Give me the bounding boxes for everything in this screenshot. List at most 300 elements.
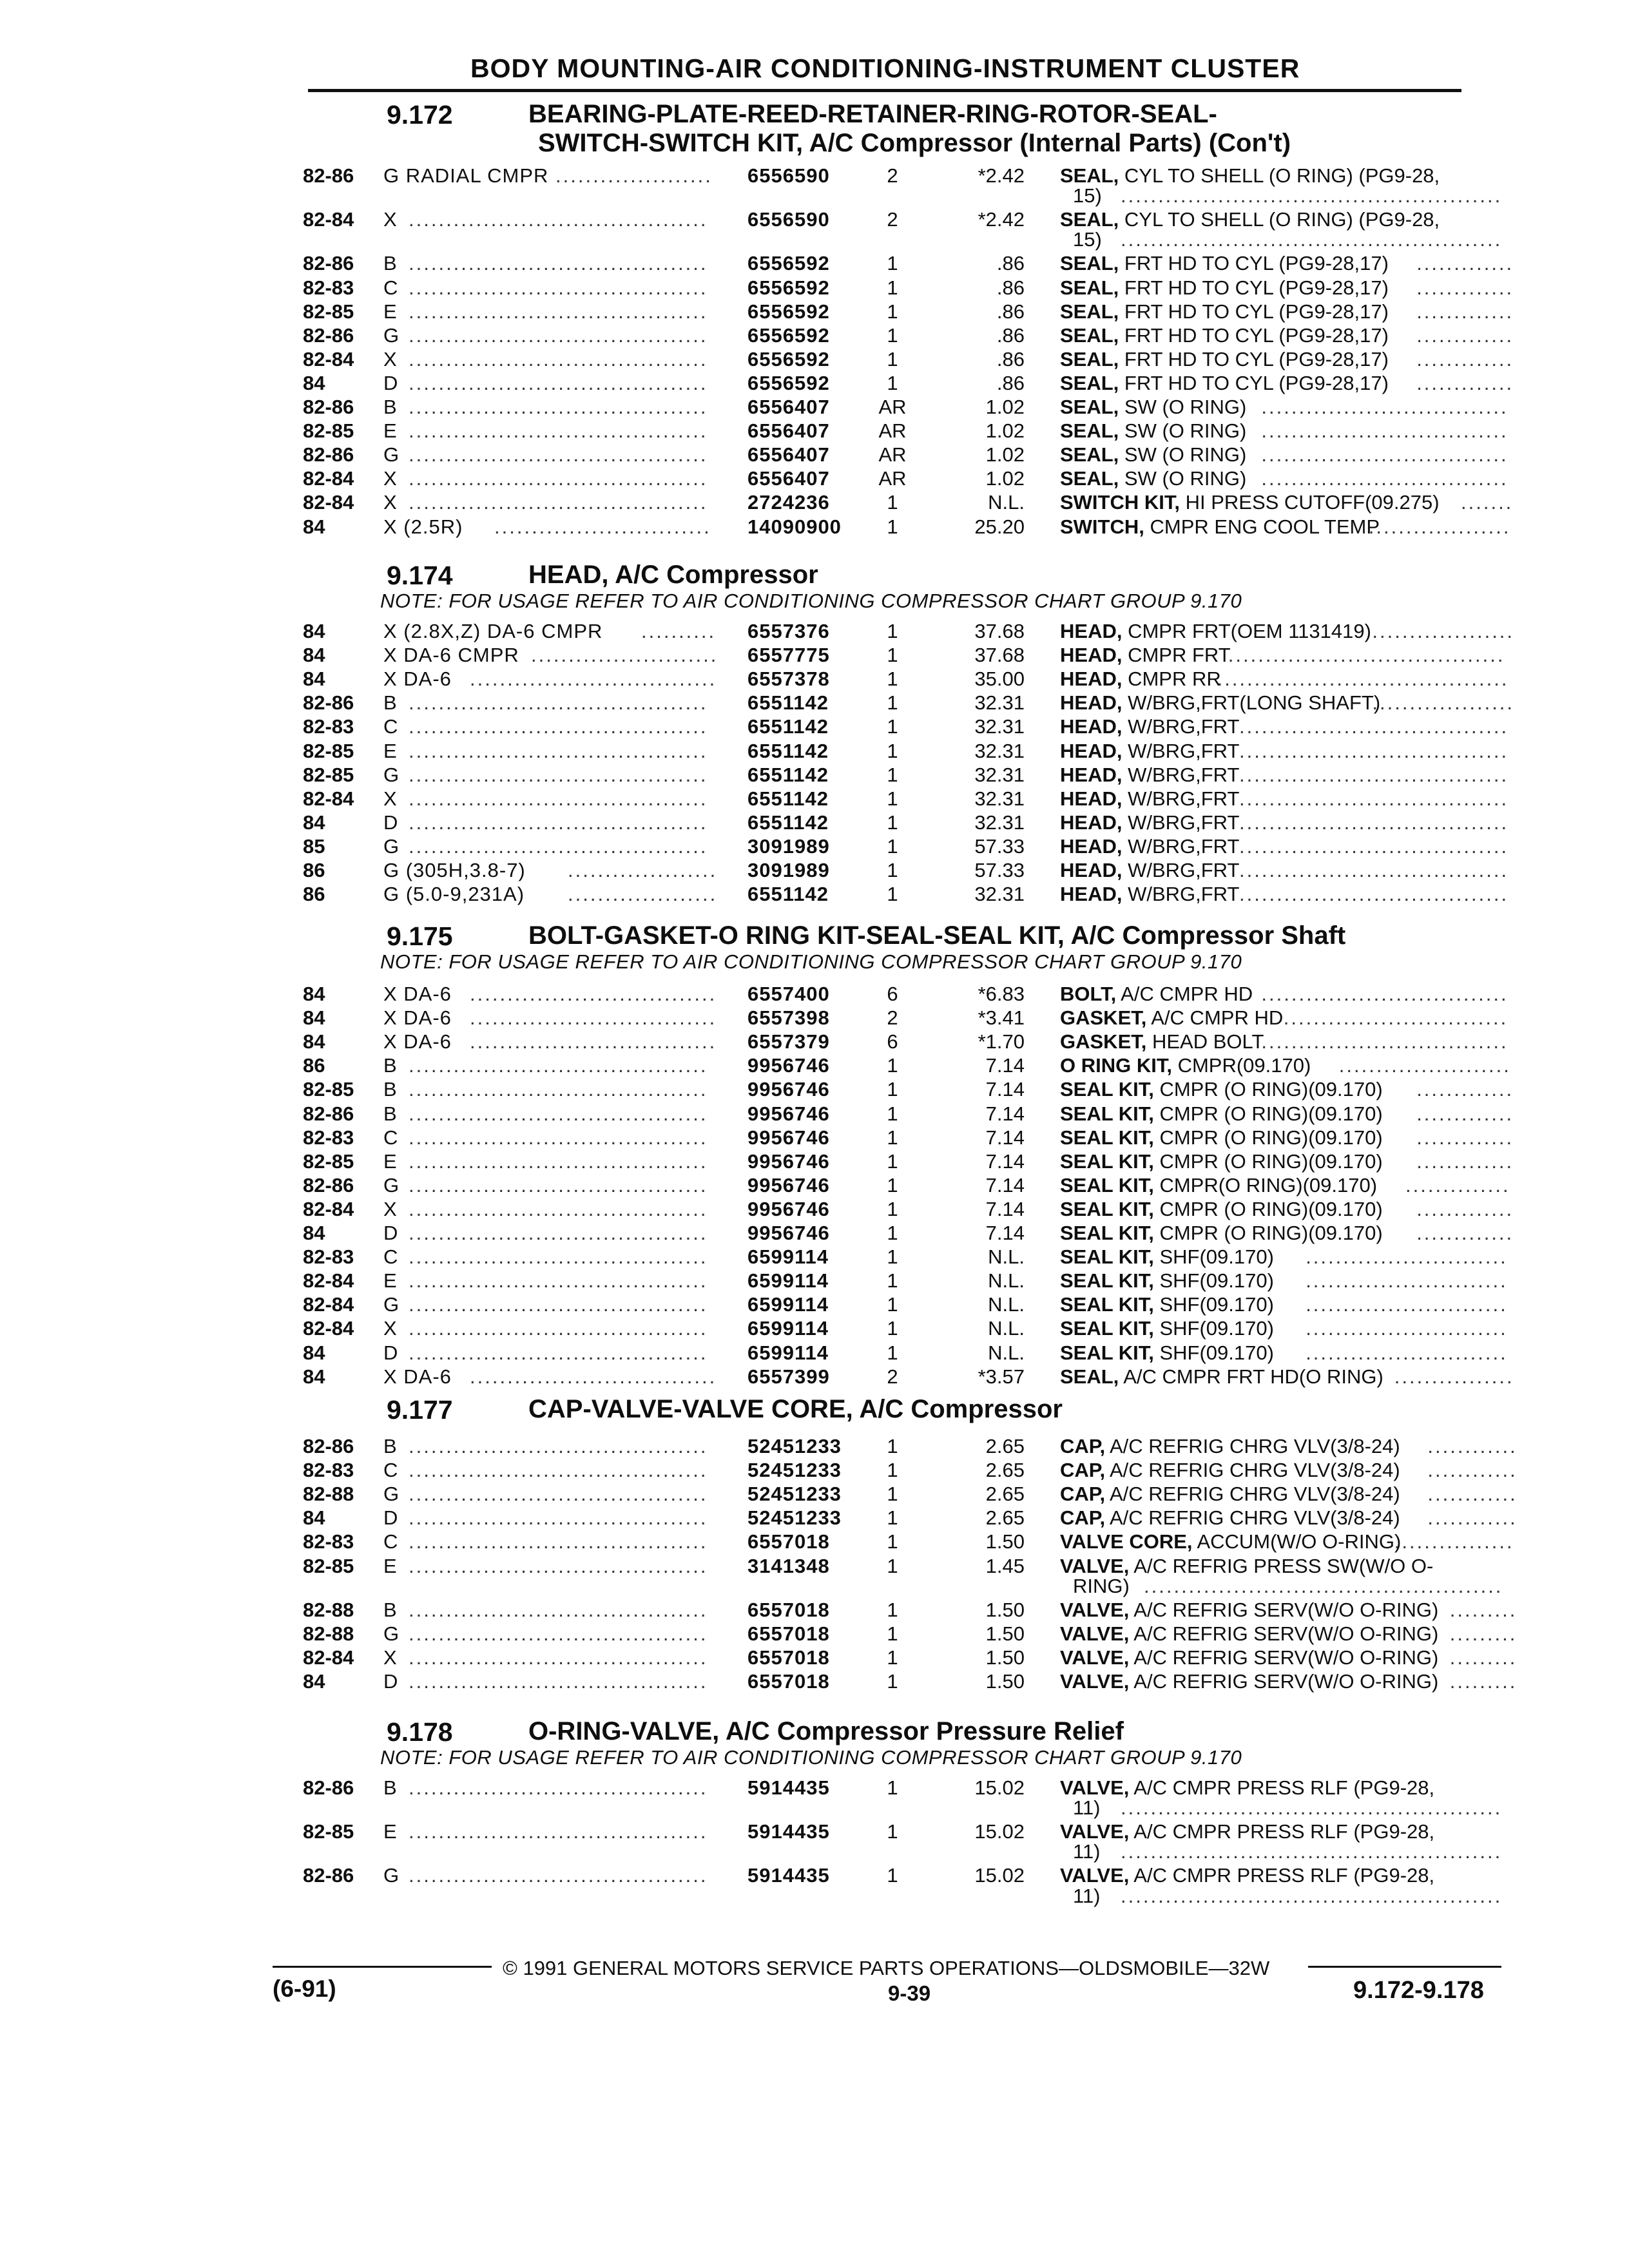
row-part-number: 6599114 — [747, 1245, 829, 1269]
row-description-text: CMPR RR — [1122, 668, 1221, 691]
row-description — [1060, 324, 1389, 347]
row-years: 82-86 — [303, 164, 354, 187]
row-price: 7.14 — [985, 1078, 1025, 1101]
row-quantity: 1 — [887, 1483, 898, 1506]
row-leader-dots: ......... — [1449, 1622, 1518, 1645]
row-description-noun: SEAL, — [1060, 396, 1119, 418]
row-application-code: E — [383, 419, 398, 443]
row-leader-dots: ......... — [1449, 1670, 1518, 1693]
row-years: 82-85 — [303, 419, 354, 443]
row-leader-dots: .................................... — [1239, 763, 1509, 786]
row-quantity: 1 — [887, 1341, 898, 1364]
row-part-number: 6557398 — [747, 1006, 830, 1030]
parts-row — [0, 1293, 1629, 1319]
row-quantity: 1 — [887, 1126, 898, 1149]
row-quantity: 1 — [887, 1149, 898, 1173]
row-price: 15.02 — [974, 1864, 1025, 1887]
parts-row-continuation — [0, 228, 1629, 254]
row-application-code: B — [383, 396, 398, 418]
row-leader-dots: ........................................ — [409, 1776, 708, 1799]
row-application-code: X — [383, 787, 398, 810]
row-quantity: 1 — [887, 715, 898, 738]
row-leader-dots: ........................... — [1306, 1293, 1508, 1316]
row-leader-dots: ............. — [1416, 252, 1514, 275]
row-part-number: 52451233 — [747, 1506, 842, 1530]
row-years: 84 — [303, 1222, 325, 1244]
row-leader-dots: ........................................ — [409, 691, 708, 715]
row-years: 84 — [303, 1030, 325, 1053]
row-description-text: ACCUM(W/O O-RING) — [1192, 1530, 1402, 1553]
row-part-number: 6557376 — [747, 620, 830, 642]
row-leader-dots: ................................. — [470, 1030, 717, 1053]
row-quantity: 1 — [887, 1222, 898, 1244]
row-part-number: 5914435 — [747, 1776, 830, 1799]
row-application-code: G RADIAL CMPR — [383, 164, 549, 187]
row-leader-dots: ............................. — [494, 515, 711, 538]
row-quantity: 1 — [887, 1622, 898, 1645]
row-description-noun: SEAL KIT, — [1060, 1293, 1154, 1316]
row-price: .86 — [996, 252, 1025, 275]
row-leader-dots: ........................... — [1306, 1245, 1508, 1269]
page-header-title: BODY MOUNTING-AIR CONDITIONING-INSTRUMENT CLUSTER — [470, 53, 1300, 83]
row-quantity: 6 — [887, 1030, 898, 1053]
row-application-code: G — [383, 443, 400, 466]
row-part-number: 6551142 — [747, 691, 829, 715]
row-description-continuation: RING) — [1073, 1574, 1130, 1597]
parts-row — [0, 1030, 1629, 1056]
row-description-noun: VALVE, — [1060, 1864, 1130, 1887]
row-description-text: CMPR FRT(OEM 1131419) — [1122, 620, 1371, 642]
row-part-number: 6551142 — [747, 739, 829, 762]
section-note: NOTE: FOR USAGE REFER TO AIR CONDITIONING COMPRESSOR CHART GROUP 9.170 — [380, 950, 1242, 973]
row-application-code: E — [383, 1820, 398, 1843]
row-description-noun: SEAL KIT, — [1060, 1102, 1154, 1125]
row-description — [1060, 1222, 1383, 1245]
row-price: 1.50 — [985, 1598, 1025, 1621]
row-years: 82-88 — [303, 1622, 354, 1645]
row-application-code: D — [383, 811, 399, 834]
row-description-noun: SEAL, — [1060, 419, 1119, 443]
row-quantity: 1 — [887, 739, 898, 762]
row-description-text: A/C REFRIG CHRG VLV(3/8-24) — [1105, 1506, 1400, 1530]
row-years: 84 — [303, 644, 325, 667]
parts-row — [0, 1435, 1629, 1461]
parts-row — [0, 443, 1629, 469]
row-price: 1.45 — [985, 1554, 1025, 1577]
row-leader-dots: ........................... — [1306, 1341, 1508, 1364]
row-part-number: 6556592 — [747, 371, 830, 394]
row-description-noun: VALVE, — [1060, 1554, 1130, 1577]
row-quantity: 1 — [887, 276, 898, 299]
row-description-noun: SEAL KIT, — [1060, 1149, 1154, 1173]
row-leader-dots: ........................................ — [409, 1222, 708, 1244]
row-price: 7.14 — [985, 1173, 1025, 1196]
row-part-number: 6599114 — [747, 1269, 829, 1293]
row-application-code: D — [383, 1222, 399, 1244]
row-leader-dots: .................................... — [1239, 859, 1509, 881]
row-application-code: B — [383, 252, 398, 275]
row-description-noun: HEAD, — [1060, 787, 1123, 810]
row-price: 25.20 — [974, 515, 1025, 538]
row-leader-dots: ................................. — [1261, 467, 1509, 490]
row-description-text: W/BRG,FRT — [1122, 859, 1240, 881]
row-application-code: X — [383, 208, 398, 231]
row-part-number: 6557018 — [747, 1646, 830, 1669]
row-description — [1060, 1506, 1400, 1530]
row-part-number: 6599114 — [747, 1317, 829, 1340]
parts-row — [0, 1646, 1629, 1672]
row-description-noun: HEAD, — [1060, 859, 1123, 881]
row-description — [1060, 644, 1231, 667]
row-description-text: FRT HD TO CYL (PG9-28,17) — [1119, 323, 1389, 347]
row-leader-dots: ........................................ — [409, 1622, 708, 1645]
section-number: 9.175 — [387, 921, 453, 951]
parts-row — [0, 1459, 1629, 1485]
row-quantity: 1 — [887, 347, 898, 370]
row-leader-dots: ........................................ — [409, 1269, 708, 1293]
parts-row — [0, 1198, 1629, 1224]
row-description-text: SHF(09.170) — [1153, 1341, 1274, 1364]
row-quantity: 1 — [887, 834, 898, 858]
row-description-text: CMPR ENG COOL TEMP — [1144, 515, 1380, 538]
row-part-number: 6556592 — [747, 276, 830, 299]
parts-row — [0, 348, 1629, 374]
parts-row — [0, 252, 1629, 278]
row-leader-dots: ................... — [1372, 620, 1515, 642]
row-quantity: 1 — [887, 644, 898, 667]
row-price: 1.50 — [985, 1646, 1025, 1669]
row-leader-dots: ................... — [1372, 691, 1515, 715]
row-application-code: G — [383, 1864, 400, 1887]
row-years: 84 — [303, 811, 325, 834]
row-price: N.L. — [988, 1341, 1025, 1364]
row-description — [1060, 1341, 1274, 1365]
row-years: 82-86 — [303, 252, 354, 275]
row-quantity: 1 — [887, 371, 898, 394]
row-description — [1060, 1670, 1438, 1693]
row-description-noun: GASKET, — [1060, 1006, 1147, 1030]
row-leader-dots: ........................................ — [409, 276, 708, 299]
parts-row — [0, 419, 1629, 445]
row-part-number: 9956746 — [747, 1054, 830, 1077]
row-description — [1060, 1459, 1400, 1482]
row-years: 84 — [303, 983, 325, 1005]
row-description-text: W/BRG,FRT — [1122, 834, 1240, 858]
row-years: 82-84 — [303, 1646, 354, 1669]
row-quantity: 1 — [887, 1173, 898, 1196]
row-years: 82-88 — [303, 1483, 354, 1506]
row-part-number: 6556592 — [747, 300, 830, 323]
row-years: 82-83 — [303, 1245, 354, 1269]
row-application-code: E — [383, 1149, 398, 1173]
row-quantity: 1 — [887, 668, 898, 691]
row-leader-dots: ................................................ — [1144, 1574, 1503, 1597]
row-leader-dots: ................................. — [1261, 983, 1509, 1005]
row-price: *3.41 — [978, 1006, 1025, 1030]
row-description — [1060, 419, 1246, 443]
parts-row — [0, 515, 1629, 541]
row-leader-dots: ............. — [1416, 347, 1514, 370]
row-part-number: 9956746 — [747, 1078, 830, 1101]
row-description-noun: SWITCH KIT, — [1060, 491, 1180, 514]
row-years: 82-86 — [303, 443, 354, 466]
row-description-text: CMPR(O RING)(09.170) — [1153, 1173, 1378, 1196]
row-description — [1060, 1646, 1438, 1669]
row-price: 1.02 — [985, 396, 1025, 418]
row-part-number: 9956746 — [747, 1126, 830, 1149]
row-leader-dots: ..................................... — [1228, 644, 1505, 667]
row-description-text: FRT HD TO CYL (PG9-28,17) — [1119, 276, 1389, 299]
row-description — [1060, 740, 1239, 763]
row-quantity: 2 — [887, 164, 898, 187]
row-description — [1060, 348, 1389, 371]
row-part-number: 6557399 — [747, 1365, 830, 1388]
row-description — [1060, 396, 1246, 419]
row-part-number: 6551142 — [747, 715, 829, 738]
row-description-noun: SEAL, — [1060, 164, 1119, 187]
row-price: 1.50 — [985, 1622, 1025, 1645]
row-leader-dots: ................................. — [470, 1365, 717, 1388]
parts-row — [0, 1506, 1629, 1532]
row-quantity: 1 — [887, 515, 898, 538]
row-part-number: 9956746 — [747, 1102, 830, 1125]
section-number: 9.174 — [387, 561, 453, 590]
row-quantity: 1 — [887, 252, 898, 275]
row-description-noun: SEAL KIT, — [1060, 1078, 1154, 1101]
parts-row — [0, 620, 1629, 646]
row-description-text: SW (O RING) — [1119, 467, 1247, 490]
row-description — [1060, 715, 1239, 738]
row-leader-dots: .............................. — [1283, 1006, 1509, 1030]
row-application-code: E — [383, 1554, 398, 1577]
row-part-number: 6557018 — [747, 1622, 830, 1645]
row-years: 82-84 — [303, 1293, 354, 1316]
row-price: 37.68 — [974, 620, 1025, 642]
parts-row — [0, 983, 1629, 1008]
row-years: 82-83 — [303, 1126, 354, 1149]
row-leader-dots: ............ — [1427, 1435, 1518, 1457]
row-description — [1060, 835, 1239, 858]
parts-row — [0, 1599, 1629, 1624]
row-part-number: 6556592 — [747, 323, 830, 347]
row-price: .86 — [996, 300, 1025, 323]
row-leader-dots: ............. — [1416, 1078, 1514, 1101]
parts-row — [0, 1078, 1629, 1104]
section-title: BEARING-PLATE-REED-RETAINER-RING-ROTOR-SEAL- — [528, 100, 1217, 128]
row-leader-dots: ........................................ — [409, 323, 708, 347]
row-application-code: G — [383, 1173, 400, 1196]
row-description-text: CMPR(09.170) — [1171, 1054, 1311, 1077]
row-application-code: C — [383, 276, 399, 299]
row-leader-dots: ................................. — [470, 668, 717, 691]
section-number: 9.172 — [387, 100, 453, 130]
row-part-number: 6556407 — [747, 443, 830, 466]
row-leader-dots: .................................... — [1239, 787, 1509, 810]
row-price: .86 — [996, 323, 1025, 347]
section-number: 9.178 — [387, 1717, 453, 1747]
row-description-text: SHF(09.170) — [1153, 1293, 1274, 1316]
row-leader-dots: ........................................ — [409, 396, 708, 418]
row-years: 82-85 — [303, 300, 354, 323]
row-years: 82-84 — [303, 787, 354, 810]
row-description-text: CMPR (O RING)(09.170) — [1153, 1222, 1383, 1244]
row-leader-dots: ......... — [1449, 1598, 1518, 1621]
row-description-noun: VALVE, — [1060, 1776, 1130, 1799]
row-leader-dots: ............. — [1416, 371, 1514, 394]
row-price: .86 — [996, 371, 1025, 394]
row-description — [1060, 620, 1371, 643]
row-years: 82-85 — [303, 739, 354, 762]
row-description — [1060, 1030, 1264, 1053]
row-description-text: SW (O RING) — [1119, 419, 1247, 443]
row-quantity: 1 — [887, 1435, 898, 1457]
row-leader-dots: ............. — [1416, 1149, 1514, 1173]
row-application-code: E — [383, 739, 398, 762]
row-years: 82-85 — [303, 1149, 354, 1173]
row-description-noun: BOLT, — [1060, 983, 1117, 1005]
row-quantity: 1 — [887, 1646, 898, 1669]
row-years: 82-85 — [303, 763, 354, 786]
row-leader-dots: ................................................... — [1121, 228, 1503, 251]
parts-row — [0, 787, 1629, 813]
row-application-code: B — [383, 1078, 398, 1101]
row-description-noun: SEAL, — [1060, 300, 1119, 323]
row-price: .86 — [996, 347, 1025, 370]
parts-row — [0, 1102, 1629, 1128]
row-years: 82-84 — [303, 491, 354, 514]
parts-row — [0, 644, 1629, 669]
row-years: 82-83 — [303, 1530, 354, 1553]
row-leader-dots: .................................... — [1239, 834, 1509, 858]
row-part-number: 6599114 — [747, 1293, 829, 1316]
row-application-code: X — [383, 347, 398, 370]
row-leader-dots: ................................. — [1261, 1030, 1509, 1053]
row-price: N.L. — [988, 1269, 1025, 1293]
row-description — [1060, 1078, 1383, 1101]
row-application-code: G — [383, 1622, 400, 1645]
row-price: 1.02 — [985, 467, 1025, 490]
row-application-code: X (2.5R) — [383, 515, 463, 538]
row-years: 84 — [303, 1341, 325, 1364]
row-years: 82-84 — [303, 1197, 354, 1220]
row-description — [1060, 1198, 1383, 1221]
row-years: 82-85 — [303, 1820, 354, 1843]
row-description-text: A/C CMPR FRT HD(O RING) — [1119, 1365, 1383, 1388]
row-description — [1060, 1269, 1274, 1293]
parts-row — [0, 715, 1629, 741]
row-description-text: A/C CMPR HD — [1146, 1006, 1284, 1030]
row-application-code: X — [383, 467, 398, 490]
parts-row — [0, 1622, 1629, 1648]
row-quantity: 1 — [887, 1530, 898, 1553]
parts-row — [0, 668, 1629, 693]
row-leader-dots: ................ — [1394, 1365, 1514, 1388]
row-description-text: CYL TO SHELL (O RING) (PG9-28, — [1119, 164, 1440, 187]
parts-row — [0, 300, 1629, 326]
row-description-text: A/C CMPR PRESS RLF (PG9-28, — [1129, 1820, 1435, 1843]
row-leader-dots: ........................................ — [409, 1126, 708, 1149]
row-price: 57.33 — [974, 859, 1025, 881]
row-description-text: SW (O RING) — [1119, 443, 1247, 466]
row-description — [1060, 372, 1389, 395]
row-description-noun: VALVE, — [1060, 1622, 1130, 1645]
row-description — [1060, 276, 1389, 300]
row-years: 82-86 — [303, 1864, 354, 1887]
row-description-continuation: 11) — [1073, 1840, 1101, 1863]
row-application-code: X DA-6 — [383, 668, 452, 691]
row-part-number: 6557378 — [747, 668, 830, 691]
row-description-text: SW (O RING) — [1119, 396, 1247, 418]
row-price: *1.70 — [978, 1030, 1025, 1053]
footer-group-range: 9.172-9.178 — [1353, 1977, 1484, 2004]
row-description — [1060, 668, 1221, 691]
row-quantity: 1 — [887, 323, 898, 347]
parts-row — [0, 1222, 1629, 1247]
parts-row — [0, 1245, 1629, 1271]
row-leader-dots: ........................................ — [409, 834, 708, 858]
row-leader-dots: ........................................ — [409, 419, 708, 443]
row-quantity: 1 — [887, 883, 898, 906]
row-leader-dots: ............ — [1427, 1506, 1518, 1530]
row-description — [1060, 1174, 1377, 1197]
row-application-code: G — [383, 1293, 400, 1316]
row-description-text: A/C REFRIG SERV(W/O O-RING) — [1129, 1622, 1439, 1645]
row-part-number: 6557379 — [747, 1030, 830, 1053]
row-price: 7.14 — [985, 1126, 1025, 1149]
row-quantity: 1 — [887, 859, 898, 881]
row-description-text: A/C REFRIG SERV(W/O O-RING) — [1129, 1646, 1439, 1669]
row-price: 2.65 — [985, 1506, 1025, 1530]
row-quantity: 2 — [887, 208, 898, 231]
row-leader-dots: .................................... — [1239, 715, 1509, 738]
row-description-noun: HEAD, — [1060, 644, 1123, 667]
row-description-noun: O RING KIT, — [1060, 1054, 1172, 1077]
parts-row-continuation — [0, 1575, 1629, 1600]
row-part-number: 9956746 — [747, 1222, 830, 1244]
row-description-noun: SEAL, — [1060, 347, 1119, 370]
row-price: 1.50 — [985, 1670, 1025, 1693]
row-description-noun: SEAL KIT, — [1060, 1222, 1154, 1244]
row-description-text: SHF(09.170) — [1153, 1317, 1274, 1340]
row-leader-dots: ........................................ — [409, 1102, 708, 1125]
row-description-text: A/C CMPR PRESS RLF (PG9-28, — [1129, 1864, 1435, 1887]
row-years: 84 — [303, 1670, 325, 1693]
row-description — [1060, 1365, 1383, 1389]
row-description — [1060, 1483, 1400, 1506]
row-years: 82-85 — [303, 1554, 354, 1577]
row-description-text: A/C REFRIG SERV(W/O O-RING) — [1129, 1670, 1439, 1693]
row-application-code: D — [383, 1506, 399, 1530]
row-description-noun: SEAL, — [1060, 467, 1119, 490]
row-description-text: W/BRG,FRT — [1122, 883, 1240, 906]
row-leader-dots: ........................................ — [409, 715, 708, 738]
row-description-text: SHF(09.170) — [1153, 1245, 1274, 1269]
row-description-noun: HEAD, — [1060, 691, 1123, 715]
row-description — [1060, 1126, 1383, 1149]
row-years: 82-86 — [303, 323, 354, 347]
row-application-code: D — [383, 1341, 399, 1364]
row-quantity: 1 — [887, 763, 898, 786]
row-description-continuation: 15) — [1073, 184, 1102, 207]
row-description — [1060, 1530, 1401, 1553]
row-description — [1060, 1317, 1274, 1340]
parts-row — [0, 1006, 1629, 1032]
row-price: 57.33 — [974, 834, 1025, 858]
row-years: 86 — [303, 859, 325, 881]
row-quantity: 1 — [887, 1269, 898, 1293]
row-description — [1060, 1293, 1274, 1316]
row-years: 82-86 — [303, 1102, 354, 1125]
